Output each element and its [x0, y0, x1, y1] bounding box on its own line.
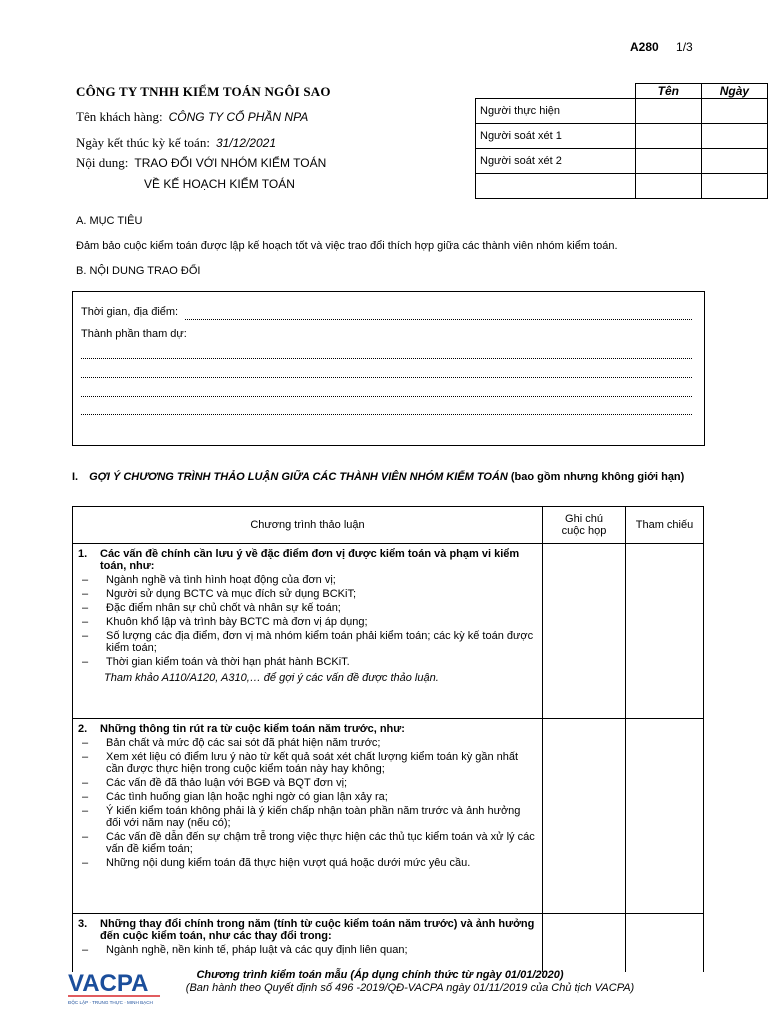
- part-1-title: GỢI Ý CHƯƠNG TRÌNH THẢO LUẬN GIỮA CÁC THÀNH VIÊN NHÓM KIỂM TOÁN: [89, 471, 508, 483]
- signoff-col-date: Ngày: [701, 84, 767, 99]
- part-1-suffix: (bao gồm nhưng không giới hạn): [510, 471, 685, 483]
- period-line: [76, 135, 276, 151]
- table-row: [73, 544, 704, 719]
- attendees-field[interactable]: [81, 395, 692, 397]
- discussion-table: [72, 506, 704, 972]
- col-header-reference: Tham chiếu: [626, 507, 704, 544]
- section-3-title: 3. Những thay đổi chính trong năm (tính từ cuộc kiểm toán năm trước) và ảnh hưởng đến cuộc kiểm toán, như các thay đổi trong:: [78, 918, 535, 942]
- section-1-reference-note: Tham khảo A110/A120, A310,… để gợi ý các vấn đề được thảo luận.: [104, 672, 439, 684]
- attendees-field[interactable]: [81, 376, 692, 378]
- footer-line-2: (Ban hành theo Quyết định số 496 -2019/QĐ-VACPA ngày 01/11/2019 của Chủ tịch VACPA): [185, 982, 635, 994]
- list-item: – Số lượng các địa điểm, đơn vị mà nhóm kiểm toán phải kiểm toán; các kỳ kế toán được kiểm toán;: [82, 630, 534, 654]
- attendees-label: Thành phần tham dự:: [81, 328, 187, 340]
- reference-cell[interactable]: [626, 914, 704, 973]
- notes-cell[interactable]: [543, 719, 626, 914]
- list-item: – Bản chất và mức độ các sai sót đã phát hiện năm trước;: [82, 737, 381, 749]
- vacpa-logo-sub: ĐỘC LẬP · TRUNG THỰC · MINH BẠCH: [68, 1000, 153, 1005]
- list-item: – Các vấn đề đã thảo luận với BGĐ và BQT đơn vị;: [82, 777, 348, 789]
- signoff-table: [475, 83, 768, 199]
- content-line1: TRAO ĐỔI VỚI NHÓM KIỂM TOÁN: [134, 156, 327, 170]
- attendees-field[interactable]: [81, 413, 692, 415]
- client-label: Tên khách hàng:: [76, 109, 163, 124]
- vacpa-logo: [66, 965, 162, 1011]
- part-1-number: I.: [72, 471, 79, 483]
- time-place-label: Thời gian, địa điểm:: [81, 306, 179, 318]
- content-line2: VỀ KẾ HOẠCH KIỂM TOÁN: [144, 177, 295, 191]
- section-b-title: B. NỘI DUNG TRAO ĐỔI: [76, 265, 201, 277]
- list-item: – Những nội dung kiểm toán đã thực hiện vượt quá hoặc dưới mức yêu cầu.: [82, 857, 471, 869]
- section-1-title: 1. Các vấn đề chính cần lưu ý về đặc điểm đơn vị được kiểm toán và phạm vi kiểm toán, như:: [78, 548, 520, 572]
- list-item: – Ngành nghề, nền kinh tế, pháp luật và các quy định liên quan;: [82, 944, 408, 956]
- reference-cell[interactable]: [626, 544, 704, 719]
- reference-cell[interactable]: [626, 719, 704, 914]
- list-item: – Xem xét liệu có điểm lưu ý nào từ kết quả soát xét chất lượng kiểm toán kỳ gần nhất cần được thực hiện trong cuộc kiểm toán này hay không;: [82, 751, 519, 775]
- notes-cell[interactable]: [543, 914, 626, 973]
- period-label: Ngày kết thúc kỳ kế toán:: [76, 135, 210, 150]
- period-value: 31/12/2021: [215, 136, 276, 150]
- list-item: – Thời gian kiểm toán và thời hạn phát hành BCKiT.: [82, 656, 350, 668]
- list-item: – Ngành nghề và tình hình hoạt động của đơn vị;: [82, 574, 336, 586]
- content-line: [76, 155, 326, 171]
- list-item: – Khuôn khổ lập và trình bày BCTC mà đơn vị áp dụng;: [82, 616, 368, 628]
- signoff-cell[interactable]: [635, 124, 701, 149]
- table-row: [73, 719, 704, 914]
- signoff-cell[interactable]: [701, 149, 767, 174]
- section-a-title: A. MỤC TIÊU: [76, 215, 143, 227]
- signoff-row-reviewer1: Người soát xét 1: [476, 124, 636, 149]
- section-a-text: Đảm bảo cuộc kiểm toán được lập kế hoạch tốt và việc trao đổi thích hợp giữa các thành viên nhóm kiểm toán.: [76, 240, 618, 252]
- part-1-heading: [72, 471, 702, 483]
- meeting-info-box: [72, 291, 705, 446]
- signoff-cell[interactable]: [701, 124, 767, 149]
- company-name: CÔNG TY TNHH KIỂM TOÁN NGÔI SAO: [76, 84, 331, 99]
- signoff-cell[interactable]: [635, 99, 701, 124]
- signoff-cell[interactable]: [701, 174, 767, 199]
- content-label: Nội dung:: [76, 155, 129, 170]
- table-row: [73, 914, 704, 973]
- client-line: [76, 109, 308, 125]
- signoff-cell[interactable]: [635, 149, 701, 174]
- list-item: – Các tình huống gian lận hoặc nghi ngờ có gian lận xảy ra;: [82, 791, 388, 803]
- signoff-row-preparer: Người thực hiện: [476, 99, 636, 124]
- footer-line-1: Chương trình kiểm toán mẫu (Áp dụng chính thức từ ngày 01/01/2020): [196, 969, 564, 981]
- signoff-cell[interactable]: [635, 174, 701, 199]
- vacpa-logo-text: VACPA: [68, 970, 149, 997]
- notes-cell[interactable]: [543, 544, 626, 719]
- section-2-title: 2. Những thông tin rút ra từ cuộc kiểm toán năm trước, như:: [78, 723, 405, 735]
- col-header-notes: Ghi chú cuộc họp: [543, 507, 626, 544]
- list-item: – Ý kiến kiểm toán không phải là ý kiến chấp nhận toàn phần năm trước và ảnh hưởng đối với năm nay (nếu có);: [82, 805, 521, 829]
- document-code: [630, 40, 693, 54]
- client-value: CÔNG TY CỔ PHẦN NPA: [168, 110, 309, 124]
- list-item: – Người sử dụng BCTC và mục đích sử dụng BCKiT;: [82, 588, 357, 600]
- signoff-col-name: Tên: [635, 84, 701, 99]
- list-item: – Đặc điểm nhân sự chủ chốt và nhân sự kế toán;: [82, 602, 341, 614]
- page-number: 1/3: [676, 40, 693, 54]
- signoff-row-reviewer2: Người soát xét 2: [476, 149, 636, 174]
- doc-code: A280: [630, 40, 659, 54]
- attendees-field[interactable]: [81, 357, 692, 359]
- list-item: – Các vấn đề dẫn đến sự chậm trễ trong việc thực hiện các thủ tục kiểm toán và xử lý các vấn đề kiểm toán;: [82, 831, 535, 855]
- col-header-program: Chương trình thảo luận: [73, 507, 543, 544]
- time-place-field[interactable]: [185, 318, 692, 320]
- signoff-row-blank: [476, 174, 636, 199]
- signoff-cell[interactable]: [701, 99, 767, 124]
